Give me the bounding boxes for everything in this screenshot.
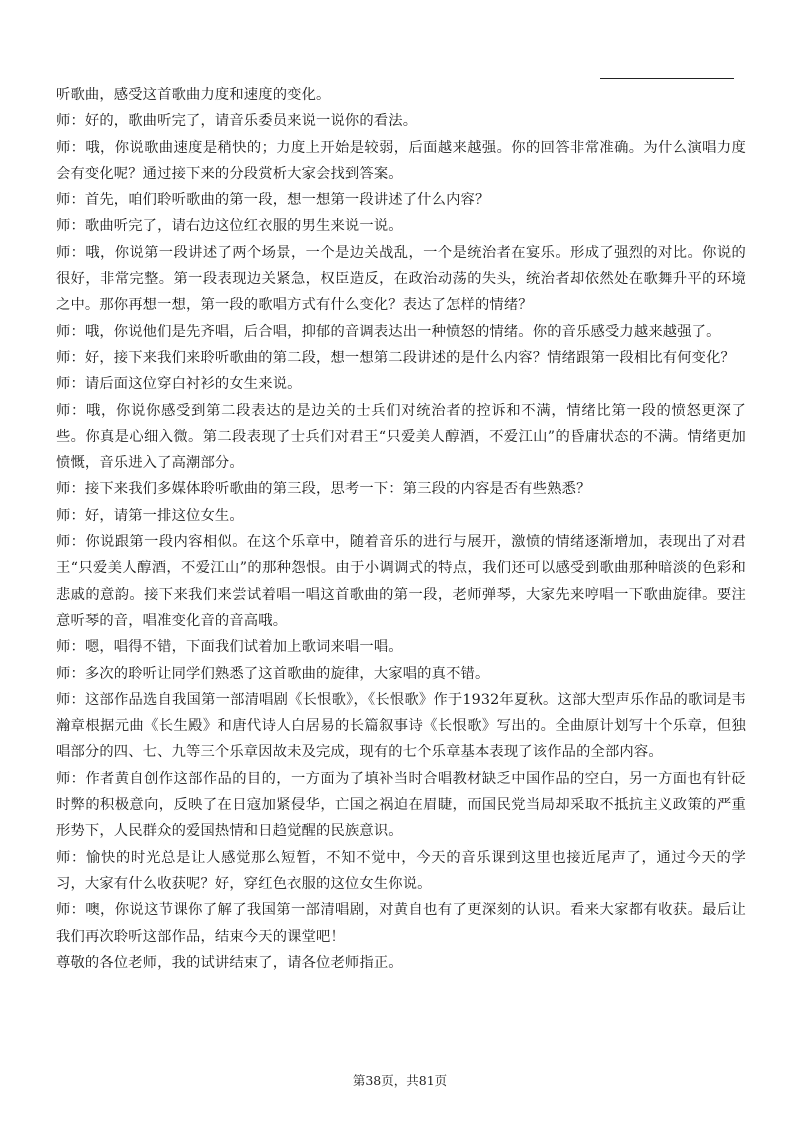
paragraph: 师：好，请第一排这位女生。 [56, 507, 244, 524]
paragraph: 师：好，接下来我们来聆听歌曲的第二段，想一想第二段讲述的是什么内容？情绪跟第一段相比有何变化？ [56, 349, 735, 366]
paragraph: 师：嗯，唱得不错，下面我们试着加上歌词来唱一唱。 [56, 639, 403, 656]
paragraph: 师：请后面这位穿白衬衫的女生来说。 [56, 376, 302, 393]
paragraph-closing: 尊敬的各位老师，我的试讲结束了，请各位老师指正。 [56, 954, 403, 971]
paragraph: 师：你说跟第一段内容相似。在这个乐章中，随着音乐的进行与展开，激愤的情绪逐渐增加，表现出了对君王“只爱美人醇酒，不爱江山”的那种怨恨。由于小调调式的特点，我们还可以感受到歌曲那种暗淡的色彩和悲戚的意韵。接下来我们来尝试着唱一唱这首歌曲的第一段，老师弹琴，大家先来哼唱一下歌曲旋律。要注意听琴的音，唱准变化音的音高哦。 [56, 534, 746, 629]
paragraph: 师：好的，歌曲听完了，请音乐委员来说一说你的看法。 [56, 113, 418, 130]
paragraph: 师：愉快的时光总是让人感觉那么短暂，不知不觉中，今天的音乐课到这里也接近尾声了，通过今天的学习，大家有什么收获呢？好，穿红色衣服的这位女生你说。 [56, 849, 746, 892]
paragraph: 师：首先，咱们聆听歌曲的第一段，想一想第一段讲述了什么内容？ [56, 192, 490, 209]
paragraph: 师：噢，你说这节课你了解了我国第一部清唱剧，对黄自也有了更深刻的认识。看来大家都有收获。最后让我们再次聆听这部作品，结束今天的课堂吧！ [56, 902, 746, 945]
paragraph: 师：哦，你说你感受到第二段表达的是边关的士兵们对统治者的控诉和不满，情绪比第一段的愤怒更深了些。你真是心细入微。第二段表现了士兵们对君王“只爱美人醇酒，不爱江山”的昏庸状态的不满。情绪更加愤慨，音乐进入了高潮部分。 [56, 402, 746, 472]
paragraph: 师：作者黄自创作这部作品的目的，一方面为了填补当时合唱教材缺乏中国作品的空白，另一方面也有针砭时弊的积极意向，反映了在日寇加紧侵华，亡国之祸迫在眉睫，而国民党当局却采取不抵抗主义政策的严重形势下，人民群众的爱国热情和日趋觉醒的民族意识。 [56, 770, 746, 840]
paragraph: 师：哦，你说他们是先齐唱，后合唱，抑郁的音调表达出一种愤怒的情绪。你的音乐感受力越来越强了。 [56, 323, 721, 340]
page-number: 第38页，共81页 [352, 1073, 448, 1088]
paragraph: 师：哦，你说歌曲速度是稍快的；力度上开始是较弱，后面越来越强。你的回答非常准确。为什么演唱力度会有变化呢？通过接下来的分段赏析大家会找到答案。 [56, 139, 746, 182]
paragraph-intro: 听歌曲，感受这首歌曲力度和速度的变化。 [56, 87, 331, 103]
paragraph: 师：这部作品选自我国第一部清唱剧《长恨歌》，《长恨歌》作于1932年夏秋。这部大型声乐作品的歌词是韦瀚章根据元曲《长生殿》和唐代诗人白居易的长篇叙事诗《长恨歌》写出的。全曲原计划写十个乐章，但独唱部分的四、七、九等三个乐章因故未及完成，现有的七个乐章基本表现了该作品的全部内容。 [56, 691, 746, 761]
header-rule [600, 78, 734, 79]
paragraph: 师：歌曲听完了，请右边这位红衣服的男生来说一说。 [56, 218, 403, 235]
paragraph: 师：接下来我们多媒体聆听歌曲的第三段，思考一下：第三段的内容是否有些熟悉？ [56, 481, 591, 498]
paragraph: 师：哦，你说第一段讲述了两个场景，一个是边关战乱，一个是统治者在宴乐。形成了强烈的对比。你说的很好，非常完整。第一段表现边关紧急，权臣造反，在政治动荡的失头，统治者却依然处在歌舞升平的环境之中。那你再想一想，第一段的歌唱方式有什么变化？表达了怎样的情绪？ [56, 244, 746, 314]
paragraph: 师：多次的聆听让同学们熟悉了这首歌曲的旋律，大家唱的真不错。 [56, 665, 490, 682]
document-body [56, 82, 746, 976]
